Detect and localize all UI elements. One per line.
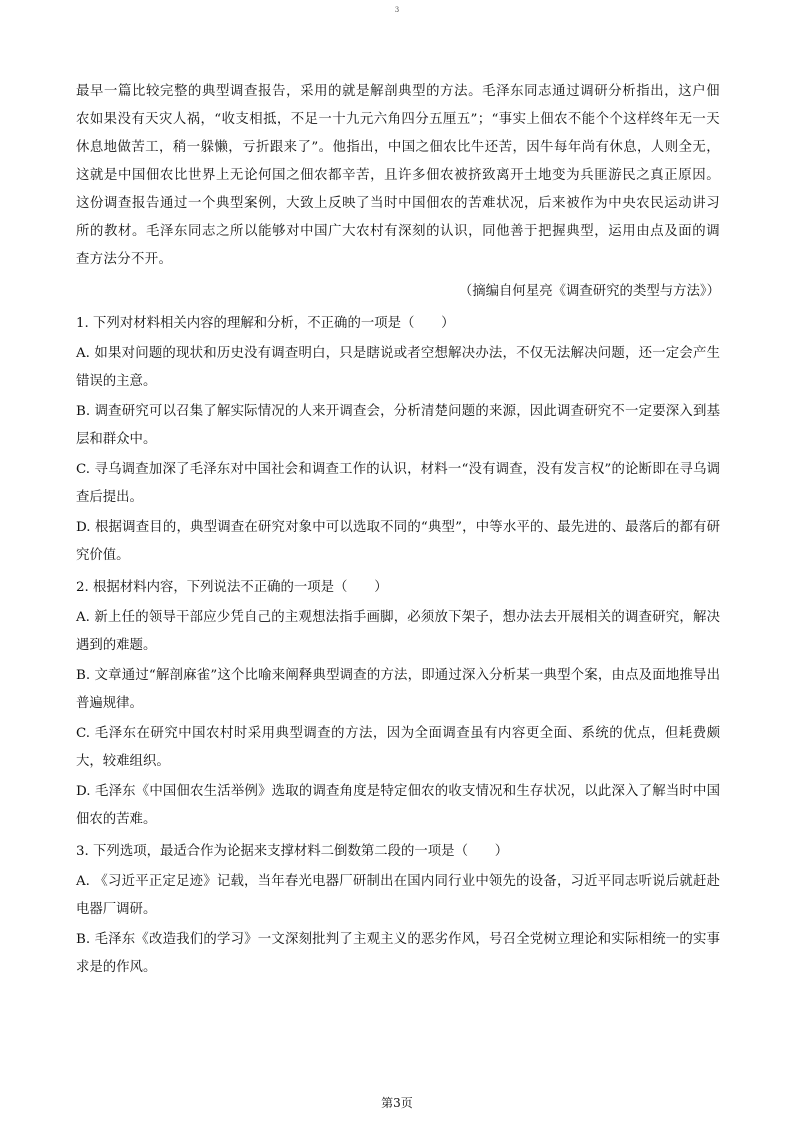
option-d: D. 毛泽东《中国佃农生活举例》选取的调查角度是特定佃农的收支情况和生存状况，以此深入了解当时中国佃农的苦难。 bbox=[76, 784, 720, 827]
question-stem: 3. 下列选项，最适合作为论据来支撑材料二倒数第二段的一项是（ ） bbox=[76, 844, 509, 859]
option-a: A. 《习近平正定足迹》记载，当年春光电器厂研制出在国内同行业中领先的设备，习近平同志听说后就赶赴电器厂调研。 bbox=[76, 874, 720, 917]
page-top-mark: 3 bbox=[394, 6, 400, 14]
option-b: B. 文章通过“解剖麻雀”这个比喻来阐释典型调查的方法，即通过深入分析某一典型个案，由点及面地推导出普遍规律。 bbox=[76, 668, 720, 711]
question-stem: 2. 根据材料内容，下列说法不正确的一项是（ ） bbox=[76, 580, 388, 595]
option-a: A. 新上任的领导干部应少凭自己的主观想法指手画脚，必须放下架子，想办法去开展相关的调查研究，解决遇到的难题。 bbox=[76, 610, 720, 653]
option-b: B. 调查研究可以召集了解实际情况的人来开调查会，分析清楚问题的来源，因此调查研究不一定要深入到基层和群众中。 bbox=[76, 404, 720, 447]
document-page bbox=[76, 78, 720, 984]
passage-paragraph: 最早一篇比较完整的典型调查报告，采用的就是解剖典型的方法。毛泽东同志通过调研分析指出，这户佃农如果没有天灾人祸，“收支相抵，不足一十九元六角四分五厘五”；“事实上佃农不能个个这样终年无一天休息地做苦工，稍一躲懒，亏折跟来了”。他指出，中国之佃农比牛还苦，因牛每年尚有休息，人则全无，这就是中国佃农比世界上无论何国之佃农都辛苦，且许多佃农被挤致离开土地变为兵匪游民之真正原因。这份调查报告通过一个典型案例，大致上反映了当时中国佃农的苦难状况，后来被作为中央农民运动讲习所的教材。毛泽东同志之所以能够对中国广大农村有深刻的认识，同他善于把握典型，运用由点及面的调查方法分不开。 bbox=[76, 84, 720, 267]
passage bbox=[76, 78, 720, 274]
option-c: C. 寻乌调查加深了毛泽东对中国社会和调查工作的认识，材料一“没有调查，没有发言权”的论断即在寻乌调查后提出。 bbox=[76, 462, 720, 505]
question-3 bbox=[76, 838, 720, 982]
question-2 bbox=[76, 574, 720, 834]
passage-source: （摘编自何星亮《调查研究的类型与方法》） bbox=[458, 284, 720, 299]
option-c: C. 毛泽东在研究中国农村时采用典型调查的方法，因为全面调查虽有内容更全面、系统的优点，但耗费颇大，较难组织。 bbox=[76, 726, 720, 769]
question-1 bbox=[76, 310, 720, 570]
option-b: B. 毛泽东《改造我们的学习》一文深刻批判了主观主义的恶劣作风，号召全党树立理论和实际相统一的实事求是的作风。 bbox=[76, 932, 720, 975]
option-a: A. 如果对问题的现状和历史没有调查明白，只是瞎说或者空想解决办法，不仅无法解决问题，还一定会产生错误的主意。 bbox=[76, 346, 720, 389]
option-d: D. 根据调查目的，典型调查在研究对象中可以选取不同的“典型”，中等水平的、最先进的、最落后的都有研究价值。 bbox=[76, 520, 720, 563]
page-number: 第3页 bbox=[381, 1096, 413, 1110]
question-stem: 1. 下列对材料相关内容的理解和分析，不正确的一项是（ ） bbox=[76, 316, 455, 331]
